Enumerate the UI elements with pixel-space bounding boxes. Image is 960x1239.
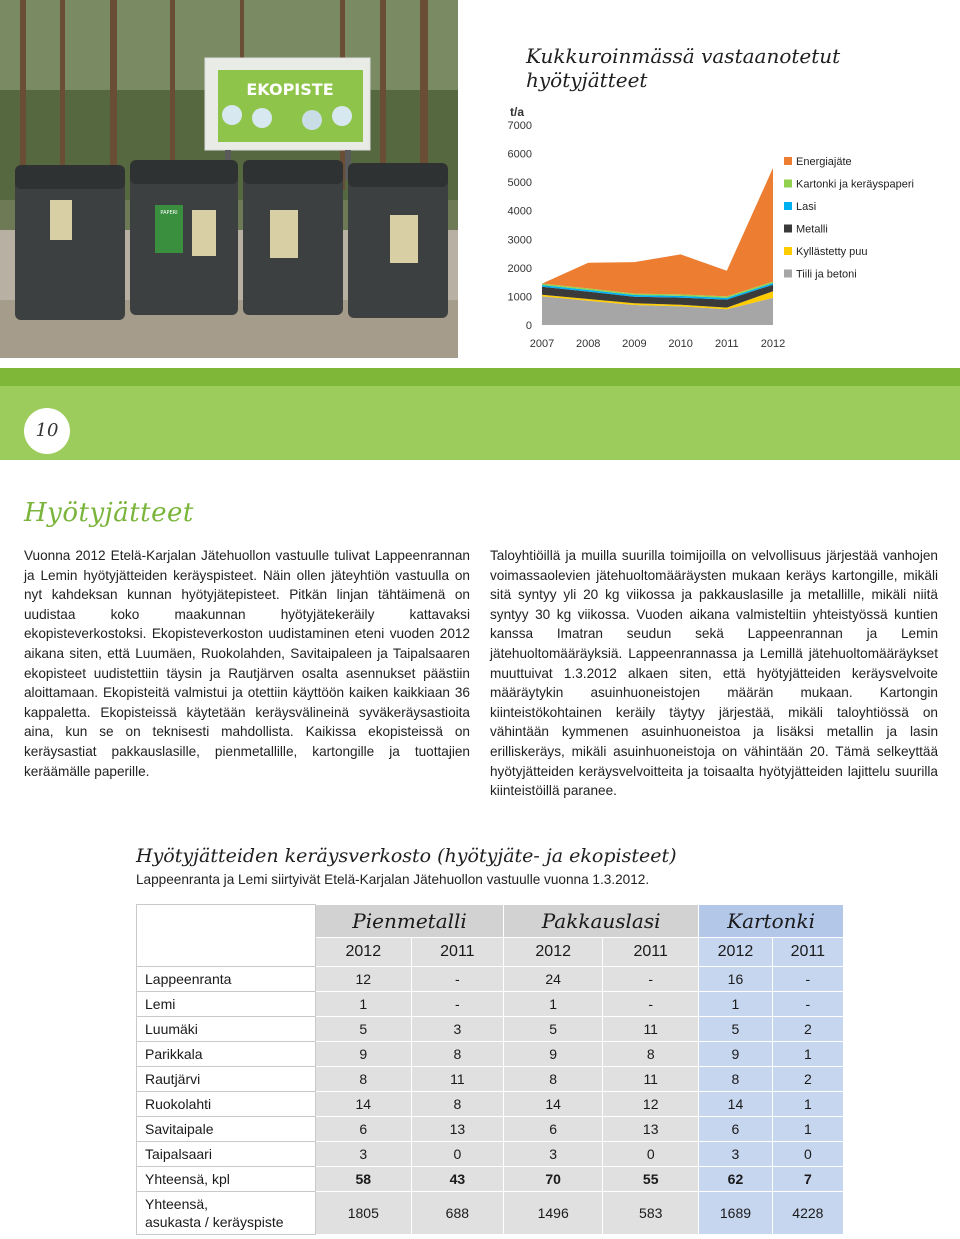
row-label: Parikkala xyxy=(137,1042,316,1067)
table-cell: 14 xyxy=(699,1092,773,1117)
y-tick-label: 4000 xyxy=(507,205,532,218)
table-cell: - xyxy=(772,992,843,1017)
table-row xyxy=(137,1042,844,1067)
row-label: Yhteensä, kpl xyxy=(137,1167,316,1192)
row-label-line1: Yhteensä, xyxy=(145,1196,209,1212)
table-cell: 0 xyxy=(411,1142,504,1167)
row-label: Luumäki xyxy=(137,1017,316,1042)
table-cell: 688 xyxy=(411,1192,504,1235)
table-cell: 11 xyxy=(603,1067,699,1092)
table-cell: 8 xyxy=(699,1067,773,1092)
table-cell: 6 xyxy=(316,1117,412,1142)
network-table-subtitle: Lappeenranta ja Lemi siirtyivät Etelä-Karjalan Jätehuollon vastuulle vuonna 1.3.2012. xyxy=(136,872,650,887)
table-cell: 0 xyxy=(772,1142,843,1167)
legend-swatch xyxy=(784,180,792,188)
green-band-inner xyxy=(0,386,960,460)
y-tick-label: 2000 xyxy=(507,262,532,275)
row-label-line2: asukasta / keräyspiste xyxy=(145,1214,284,1230)
table-cell: 3 xyxy=(316,1142,412,1167)
table-row xyxy=(137,1067,844,1092)
table-cell: 3 xyxy=(699,1142,773,1167)
sign-title: EKOPISTE xyxy=(246,80,334,99)
year-cell: 2012 xyxy=(316,938,412,967)
table-cell: 1 xyxy=(772,1117,843,1142)
y-axis-label: t/a xyxy=(510,105,525,119)
row-label: Savitaipale xyxy=(137,1117,316,1142)
table-cell: 16 xyxy=(699,967,773,992)
table-cell: 1 xyxy=(699,992,773,1017)
table-cell: 1 xyxy=(772,1092,843,1117)
table-cell: 2 xyxy=(772,1067,843,1092)
y-tick-label: 5000 xyxy=(507,177,532,190)
legend-label: Metalli xyxy=(796,223,828,236)
legend-label: Tiili ja betoni xyxy=(796,268,857,281)
legend-swatch xyxy=(784,225,792,233)
y-tick-label: 1000 xyxy=(507,291,532,304)
legend-label: Kartonki ja keräyspaperi xyxy=(796,178,915,191)
table-cell: 12 xyxy=(603,1092,699,1117)
table-row xyxy=(137,967,844,992)
table-cell: 1 xyxy=(504,992,603,1017)
table-cell: 1 xyxy=(316,992,412,1017)
x-tick-label: 2012 xyxy=(760,338,786,350)
row-label: Taipalsaari xyxy=(137,1142,316,1167)
table-cell: 14 xyxy=(316,1092,412,1117)
legend-swatch xyxy=(784,247,792,255)
table-cell: 1689 xyxy=(699,1192,773,1235)
table-cell: 13 xyxy=(603,1117,699,1142)
table-cell: 1496 xyxy=(504,1192,603,1235)
table-cell: 11 xyxy=(411,1067,504,1092)
section-title: Hyötyjätteet xyxy=(24,498,194,528)
ekopiste-photo xyxy=(0,0,458,358)
chart-title: Kukkuroinmässä vastaanotetut hyötyjätteet xyxy=(526,44,841,92)
year-cell: 2012 xyxy=(504,938,603,967)
row-label xyxy=(137,1192,316,1235)
x-tick-label: 2009 xyxy=(622,338,647,350)
x-tick-label: 2007 xyxy=(529,338,555,350)
table-cell: 1 xyxy=(772,1042,843,1067)
table-cell: 70 xyxy=(504,1167,603,1192)
table-row xyxy=(137,1117,844,1142)
table-cell: 8 xyxy=(603,1042,699,1067)
table-cell: 2 xyxy=(772,1017,843,1042)
group-pakkauslasi: Pakkauslasi xyxy=(504,905,699,938)
group-kartonki: Kartonki xyxy=(699,905,844,938)
y-tick-label: 7000 xyxy=(507,120,532,132)
x-tick-label: 2011 xyxy=(714,338,739,350)
year-cell: 2012 xyxy=(699,938,773,967)
legend-swatch xyxy=(784,270,792,278)
group-pienmetalli: Pienmetalli xyxy=(316,905,504,938)
table-cell: - xyxy=(411,967,504,992)
page-number: 10 xyxy=(24,408,70,454)
table-cell: 583 xyxy=(603,1192,699,1235)
table-cell: 55 xyxy=(603,1167,699,1192)
table-row-total-per-point xyxy=(137,1192,844,1235)
table-cell: 11 xyxy=(603,1017,699,1042)
table-cell: 8 xyxy=(411,1092,504,1117)
row-label: Lemi xyxy=(137,992,316,1017)
table-row xyxy=(137,1167,844,1192)
x-tick-label: 2010 xyxy=(668,338,693,350)
year-cell: 2011 xyxy=(772,938,843,967)
table-cell: 5 xyxy=(699,1017,773,1042)
legend-label: Energiajäte xyxy=(796,156,852,168)
y-tick-label: 3000 xyxy=(507,234,532,247)
table-cell: 24 xyxy=(504,967,603,992)
table-cell: 1805 xyxy=(316,1192,412,1235)
table-cell: 5 xyxy=(504,1017,603,1042)
table-group-header xyxy=(137,905,844,938)
row-label: Lappeenranta xyxy=(137,967,316,992)
table-cell: 0 xyxy=(603,1142,699,1167)
legend-label: Lasi xyxy=(796,201,817,213)
table-cell: 3 xyxy=(504,1142,603,1167)
table-cell: - xyxy=(603,992,699,1017)
year-cell: 2011 xyxy=(411,938,504,967)
table-cell: - xyxy=(603,967,699,992)
table-row xyxy=(137,1142,844,1167)
table-row xyxy=(137,1092,844,1117)
table-cell: 7 xyxy=(772,1167,843,1192)
area-chart xyxy=(458,0,960,358)
table-cell: 8 xyxy=(504,1067,603,1092)
table-cell: 9 xyxy=(504,1042,603,1067)
right-column-text: Taloyhtiöillä ja muilla suurilla toimijoilla on velvollisuus järjestää vanhojen voimassaolevien jätehuoltomääräysten mukaan keräys kartongille, mikäli sitä syntyy yli 20 kg viikossa ja pakkauslasille ja metallille, mikäli niitä syntyy 30 kg viikossa. Vuoden aikana valmisteltiin yhteistyössä kuntien kanssa Imatran seudun sekä Lappeenrannan ja Lemin jätehuoltomääräyksiä. Lappeenrannassa ja Lemillä jätehuoltomääräykset muuttuivat 1.3.2012 alkaen siten, että hyötyjätteiden keräysvelvoite määräytykin asuinhuoneistojen määrän mukaan. Kartongin kiinteistökohtainen keräily täytyy järjestää, mikäli taloyhtiössä on vähintään kymmenen asuinhuoneistoa ja lisäksi metallin ja lasin erilliskeräys, mikäli asuinhuoneistoja on vähintään 20. Tämä selkeyttää hyötyjätteiden keräysvelvoitteita ja toisaalta hyötyjätteiden lajittelu suurilla kiinteistöillä paranee. xyxy=(490,548,938,799)
legend-swatch xyxy=(784,157,792,165)
table-body xyxy=(137,967,844,1192)
bin-label: PAPERI xyxy=(160,210,178,216)
y-tick-label: 0 xyxy=(525,320,532,332)
network-table-title: Hyötyjätteiden keräysverkosto (hyötyjäte- ja ekopisteet) xyxy=(136,845,677,867)
table-row xyxy=(137,1017,844,1042)
year-cell: 2011 xyxy=(603,938,699,967)
row-label: Rautjärvi xyxy=(137,1067,316,1092)
table-cell: 8 xyxy=(411,1042,504,1067)
ekopiste-photo-drawing xyxy=(0,0,458,358)
table-corner xyxy=(137,905,316,967)
y-tick-label: 6000 xyxy=(507,148,532,161)
table-row xyxy=(137,992,844,1017)
table-cell: 9 xyxy=(316,1042,412,1067)
green-band-strip xyxy=(0,368,960,386)
table-cell: 13 xyxy=(411,1117,504,1142)
table-cell: 62 xyxy=(699,1167,773,1192)
left-column-text: Vuonna 2012 Etelä-Karjalan Jätehuollon vastuulle tulivat Lappeenrannan ja Lemin hyötyjätteiden keräyspisteet. Näin ollen jäteyhtiön vastuulla on nyt kahdeksan kunnan hyötyjätepisteet. Pitkän linjan tähtäimenä on uudistaa koko maakunnan hyötyjätekeräily kattavaksi ekopisteverkostoksi. Ekopisteverkoston uudistaminen eteni vuoden 2012 aikana siten, että Luumäen, Ruokolahden, Savitaipaleen ja Taipalsaaren ekopisteet uudistettiin täysin ja Rautjärven osalta asennukset päästiin aloittamaan. Ekopisteitä valmistui ja otettiin käyttöön kaiken kaikkiaan 36 kappaletta. Ekopisteissä käytetään keräysvälineinä syväkeräysastioita aina, kun se on teknisesti mahdollista. Kaikissa ekopisteissä on keräysastiat pakkauslasille, pienmetallille, kartongille ja tuottajien keräämälle paperille. xyxy=(24,548,470,779)
table-cell: - xyxy=(772,967,843,992)
chart-panel xyxy=(458,0,960,358)
table-cell: 14 xyxy=(504,1092,603,1117)
legend-label: Kyllästetty puu xyxy=(796,246,868,258)
table-cell: 9 xyxy=(699,1042,773,1067)
table-cell: 8 xyxy=(316,1067,412,1092)
table-cell: 43 xyxy=(411,1167,504,1192)
area-series xyxy=(542,168,773,297)
table-cell: 4228 xyxy=(772,1192,843,1235)
table-cell: - xyxy=(411,992,504,1017)
table-cell: 5 xyxy=(316,1017,412,1042)
table-cell: 12 xyxy=(316,967,412,992)
table-cell: 6 xyxy=(699,1117,773,1142)
network-table xyxy=(136,904,844,1235)
x-tick-label: 2008 xyxy=(575,338,601,350)
table-cell: 3 xyxy=(411,1017,504,1042)
row-label: Ruokolahti xyxy=(137,1092,316,1117)
legend-swatch xyxy=(784,202,792,210)
table-cell: 6 xyxy=(504,1117,603,1142)
table-cell: 58 xyxy=(316,1167,412,1192)
